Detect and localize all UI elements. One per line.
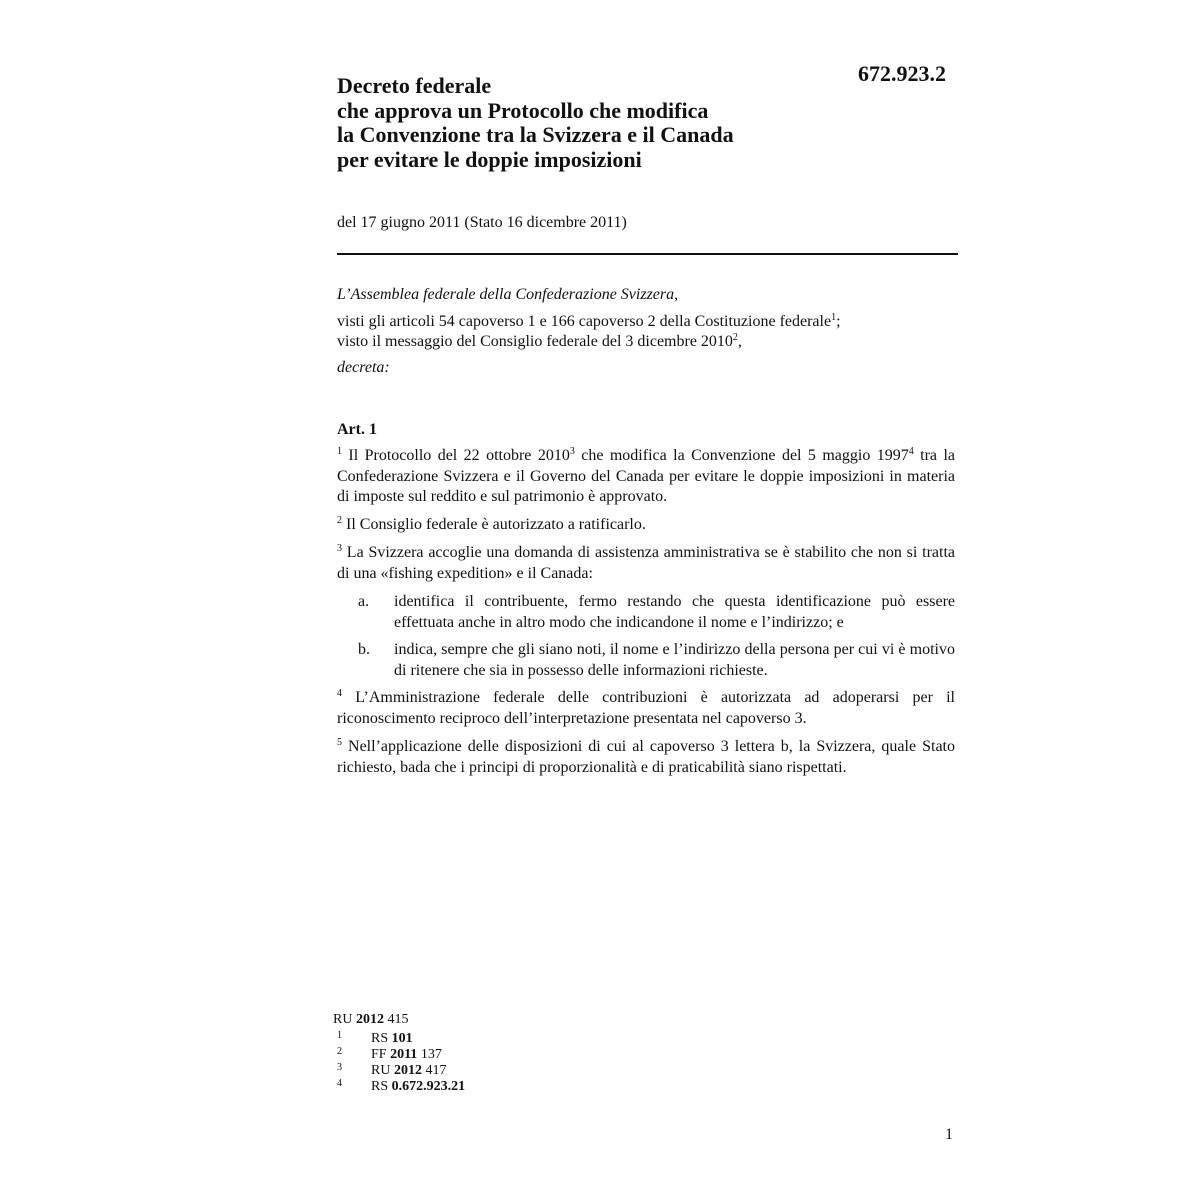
footnote-ref-3[interactable]: 3 xyxy=(569,446,575,457)
footnote-ref: 101 xyxy=(391,1031,413,1046)
paragraph-text: tra la Confederazione Svizzera e il Governo del Canada per evitare le doppie imposizioni in materia di imposte sul reddito e sul patrimonio è approvato. xyxy=(337,447,955,505)
footnote-prefix: RS xyxy=(371,1031,392,1046)
footnote-ref: 0.672.923.21 xyxy=(391,1079,466,1094)
footnote-ref: 2012 xyxy=(393,1063,422,1078)
footnote-ref-2[interactable]: 2 xyxy=(732,332,738,343)
visti-end: ; xyxy=(836,313,841,330)
paragraph-number: 1 xyxy=(337,446,342,457)
page-number: 1 xyxy=(945,1126,953,1143)
paragraph-number: 3 xyxy=(337,543,342,554)
ru-page: 415 xyxy=(383,1012,409,1027)
footnote-ref-1[interactable]: 1 xyxy=(831,312,837,323)
footnote-item xyxy=(371,1063,446,1079)
paragraph-text: Il Consiglio federale è autorizzato a ratificarlo. xyxy=(342,516,646,533)
paragraph-text: L’Amministrazione federale delle contribuzioni è autorizzata ad adoperarsi per il riconoscimento reciproco dell’interpretazione presentata nel capoverso 3. xyxy=(337,689,955,727)
paragraph-text: La Svizzera accoglie una domanda di assistenza amministrativa se è stabilito che non si tratta di una «fishing expedition» e il Canada: xyxy=(337,544,955,582)
visti-text: visti gli articoli 54 capoverso 1 e 166 capoverso 2 della Costituzione federale xyxy=(337,313,832,330)
paragraph-text: Nell’applicazione delle disposizioni di cui al capoverso 3 lettera b, la Svizzera, quale Stato richiesto, bada che i principi di proporzionalità e di praticabilità siano rispettati. xyxy=(337,738,955,776)
footnote-number: 1 xyxy=(337,1030,342,1041)
date-line: del 17 giugno 2011 (Stato 16 dicembre 2011) xyxy=(337,214,627,231)
footnote-suffix: 137 xyxy=(417,1047,442,1062)
article-paragraph-2 xyxy=(337,515,955,536)
preamble-visto xyxy=(337,332,742,352)
title-line: Decreto federale xyxy=(337,73,492,98)
paragraph-number: 2 xyxy=(337,515,342,526)
article-heading: Art. 1 xyxy=(337,421,377,438)
footnote-number: 3 xyxy=(337,1062,342,1073)
paragraph-number: 4 xyxy=(337,688,342,699)
footnote-prefix: FF xyxy=(371,1047,391,1062)
footnote-ru xyxy=(333,1012,408,1028)
article-paragraph-4 xyxy=(337,688,955,729)
visto-end: , xyxy=(737,333,742,350)
footnote-prefix: RS xyxy=(371,1079,392,1094)
article-paragraph-1 xyxy=(337,446,955,508)
visto-text: visto il messaggio del Consiglio federale del 3 dicembre 2010 xyxy=(337,333,733,350)
footnote-item xyxy=(371,1079,465,1095)
paragraph-text: che modifica la Convenzione del 5 maggio 1997 xyxy=(574,447,909,464)
footnote-prefix: RU xyxy=(371,1063,394,1078)
footnote-number: 4 xyxy=(337,1078,342,1089)
paragraph-number: 5 xyxy=(337,737,342,748)
preamble-visti xyxy=(337,312,841,332)
list-item-text: indica, sempre che gli siano noti, il nome e l’indirizzo della persona per cui vi è motivo di ritenere che sia in possesso delle informazioni richieste. xyxy=(394,641,955,679)
footnote-item xyxy=(371,1047,442,1063)
footnote-ref-4[interactable]: 4 xyxy=(908,446,914,457)
list-item-text: identifica il contribuente, fermo restando che questa identificazione può essere effettuata anche in altro modo che indicandone il nome e l’indirizzo; e xyxy=(394,593,955,631)
footnote-suffix: 417 xyxy=(421,1063,447,1078)
ru-prefix: RU xyxy=(333,1012,356,1027)
ru-year: 2012 xyxy=(355,1012,384,1027)
sr-number: 672.923.2 xyxy=(858,61,946,86)
list-item-letter: b. xyxy=(358,641,370,658)
paragraph-text: Il Protocollo del 22 ottobre 2010 xyxy=(342,447,570,464)
header-divider xyxy=(337,253,958,255)
footnote-number: 2 xyxy=(337,1046,342,1057)
list-item-letter: a. xyxy=(358,593,370,610)
document-title xyxy=(337,74,837,172)
footnote-ref: 2011 xyxy=(390,1047,418,1062)
preamble-assembly: L’Assemblea federale della Confederazione Svizzera, xyxy=(337,286,679,303)
article-paragraph-3 xyxy=(337,543,955,584)
title-line: la Convenzione tra la Svizzera e il Canada xyxy=(337,122,734,147)
preamble-decreta: decreta: xyxy=(337,359,390,376)
title-line: che approva un Protocollo che modifica xyxy=(337,97,709,123)
footnote-item xyxy=(371,1031,413,1047)
article-paragraph-5 xyxy=(337,737,955,778)
title-line: per evitare le doppie imposizioni xyxy=(337,146,642,172)
